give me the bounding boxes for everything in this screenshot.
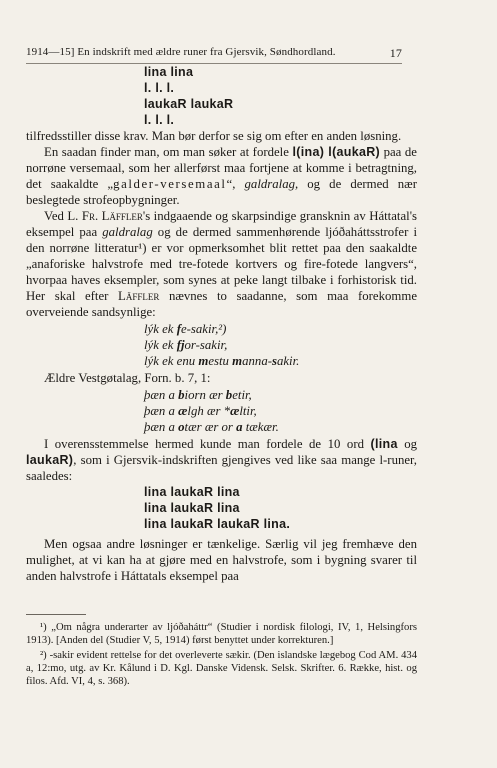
verse-block-4: [144, 484, 417, 532]
verse-line: l. l. l.: [144, 113, 175, 127]
verse-line: þæn a ælgh ær *æltir,: [144, 404, 257, 418]
footnote-rule: [26, 614, 86, 615]
source-line: Ældre Vestgøtalag, Forn. b. 7, 1:: [44, 371, 211, 385]
verse-block-2: [144, 321, 417, 369]
footnote: ¹) „Om några underarter av ljóðaháttr“ (Studier i nordisk filologi, IV, 1, Helsingfors 1913). [Anden del (Studier V, 5, 1914) først benyttet under korrekturen.]: [26, 622, 417, 646]
paragraph: En saadan finder man, om man søker at fordele l(ina) l(aukaR) paa de norrøne versemaal, som her allerførst maa fortjene at komme i betragtning, det saakaldte „galder-versemaal“, galdralag, og de dermed nær beslegtede strofeopbygninger.: [26, 145, 417, 207]
body-text: [26, 64, 417, 690]
paragraph: tilfredsstiller disse krav. Man bør derfor se sig om efter en anden løsning.: [26, 129, 402, 143]
running-title: 1914—15] En indskrift med ældre runer fra Gjersvik, Søndhordland.: [26, 46, 336, 58]
page-number: 17: [389, 46, 402, 60]
verse-line: lýk ek enu mestu manna-sakir.: [144, 354, 300, 368]
verse-line: lýk ek fe-sakir,²): [144, 322, 227, 336]
verse-line: þæn a otær ær or a tækær.: [144, 420, 279, 434]
verse-line: lina lina: [144, 65, 194, 79]
paragraph: Men ogsaa andre løsninger er tænkelige. Særlig vil jeg fremhæve den mulighet, at vi kan ha at gjøre med en halvstrofe, som i bygning svarer til anden halvstrofe i Háttatals eksempel paa: [26, 537, 417, 583]
verse-line: lina laukaR laukaR lina.: [144, 517, 291, 531]
verse-block-1: [144, 64, 417, 128]
verse-line: l. l. l.: [144, 81, 175, 95]
verse-line: lýk ek fjor-sakir,: [144, 338, 228, 352]
verse-line: laukaR laukaR: [144, 97, 234, 111]
verse-line: lina laukaR lina: [144, 501, 240, 515]
footnote: ²) -sakir evident rettelse for det overleverte sækir. (Den islandske lægebog Cod AM. 434 a, 12:mo, utg. av Kr. Kålund i D. Kgl. Danske Vidensk. Selsk. Skrifter. 6. Række, hist. og filos. Afd. VI, 4, s. 368).: [26, 650, 417, 687]
verse-line: þæn a biorn ær betir,: [144, 388, 252, 402]
verse-line: lina laukaR lina: [144, 485, 240, 499]
paragraph: I overensstemmelse hermed kunde man fordele de 10 ord (lina og laukaR), som i Gjersvik-indskriften gjengives ved like saa mange l-runer, saaledes:: [26, 437, 418, 483]
paragraph: Ved L. Fr. Läffler's indgaaende og skarpsindige gransknin av Háttatal's eksempel paa galdralag og de dermed sammenhørende ljóðaháttsstrofer i den norrøne litteratur¹) er vor opmerksomhet blit rettet paa den saakaldte „anaforiske halvstrofe med tre-fotede kortvers og fire-fotede langvers“, hvorpaa haves eksempler, som synes at peke langt tilbake i forhistorisk tid. Her skal efter Läffler nævnes to saadanne, som maa forekomme overveiende sandsynlige:: [26, 209, 418, 319]
running-header: [26, 46, 402, 64]
verse-block-3: [144, 387, 417, 435]
